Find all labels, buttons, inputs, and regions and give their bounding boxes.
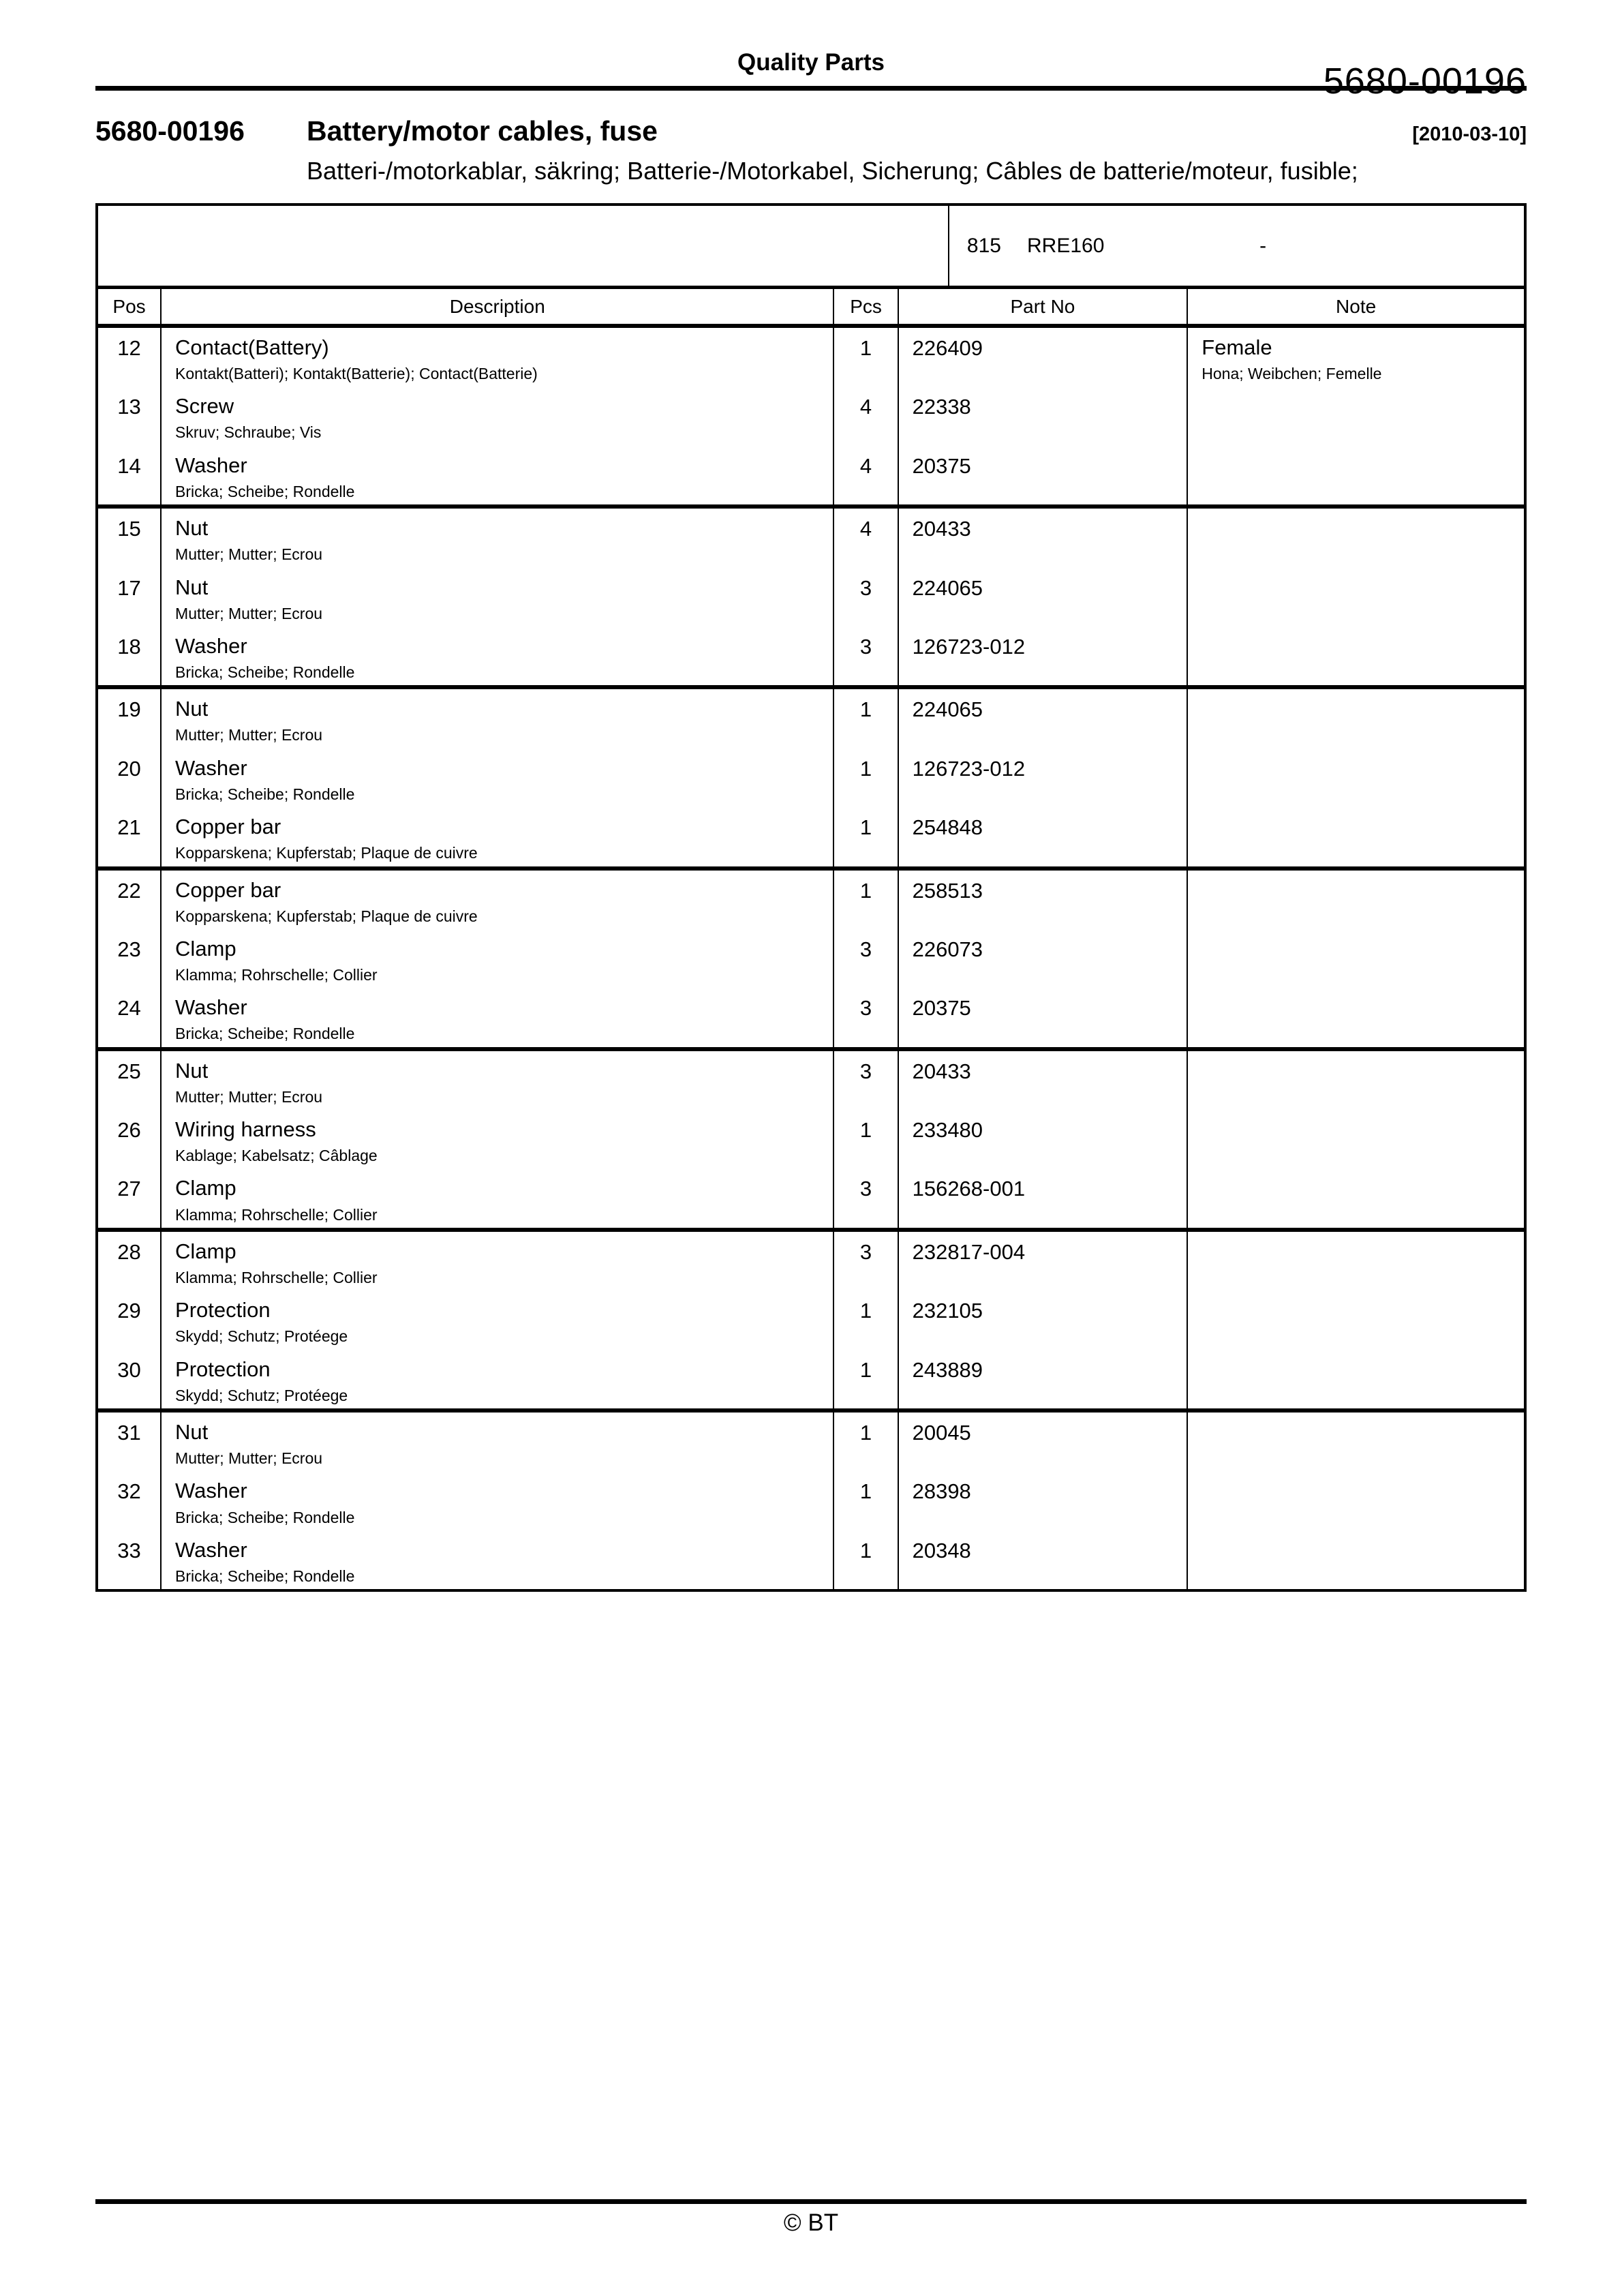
pcs-cell: 4	[833, 387, 898, 445]
pos-cell: 30	[98, 1350, 161, 1410]
pos-cell: 17	[98, 568, 161, 626]
part-row-27	[98, 1168, 1524, 1229]
copyright-text: © BT	[783, 2209, 839, 2236]
page-header	[95, 0, 1527, 102]
description-cell	[161, 749, 833, 807]
description-cell	[161, 807, 833, 868]
description-main: Washer	[175, 995, 247, 1020]
part-no-cell: 22338	[898, 387, 1188, 445]
note-cell	[1187, 1530, 1524, 1589]
note-cell	[1187, 1290, 1524, 1349]
note-cell	[1187, 387, 1524, 445]
description-cell	[161, 507, 833, 567]
pcs-cell: 4	[833, 446, 898, 507]
model-name: RRE160	[1026, 234, 1105, 257]
pos-cell: 27	[98, 1168, 161, 1229]
footer-divider	[95, 2199, 1527, 2204]
pos-cell: 28	[98, 1230, 161, 1290]
pcs-cell: 3	[833, 1168, 898, 1229]
description-cell	[161, 929, 833, 988]
description-main: Nut	[175, 1058, 209, 1083]
description-cell	[161, 568, 833, 626]
note-cell	[1187, 1350, 1524, 1410]
note-cell	[1187, 807, 1524, 868]
part-no-cell: 243889	[898, 1350, 1188, 1410]
part-no-cell: 224065	[898, 687, 1188, 748]
part-no-cell: 224065	[898, 568, 1188, 626]
description-sub: Klamma; Rohrschelle; Collier	[175, 966, 378, 984]
note-cell	[1187, 868, 1524, 929]
description-main: Washer	[175, 633, 247, 658]
part-row-17	[98, 568, 1524, 626]
pcs-cell: 1	[833, 1290, 898, 1349]
description-sub: Klamma; Rohrschelle; Collier	[175, 1205, 378, 1224]
part-no-cell: 20375	[898, 988, 1188, 1048]
part-row-30	[98, 1350, 1524, 1410]
part-row-26	[98, 1110, 1524, 1168]
part-no-cell: 233480	[898, 1110, 1188, 1168]
description-main: Washer	[175, 755, 247, 780]
pcs-cell: 3	[833, 929, 898, 988]
pcs-cell: 1	[833, 687, 898, 748]
description-main: Nut	[175, 575, 209, 599]
description-sub: Bricka; Scheibe; Rondelle	[175, 1025, 355, 1043]
parts-group-2	[98, 507, 1524, 687]
description-main: Copper bar	[175, 815, 281, 839]
pos-cell: 19	[98, 687, 161, 748]
model-header-cell	[949, 206, 1524, 286]
description-sub: Skruv; Schraube; Vis	[175, 423, 322, 442]
parts-group-3	[98, 687, 1524, 868]
page-title: Battery/motor cables, fuse	[307, 115, 658, 147]
header-divider	[95, 86, 1527, 91]
description-sub: Bricka; Scheibe; Rondelle	[175, 1567, 355, 1585]
pcs-cell: 1	[833, 749, 898, 807]
note-cell	[1187, 507, 1524, 567]
description-main: Wiring harness	[175, 1117, 316, 1142]
parts-group-6	[98, 1230, 1524, 1410]
pos-cell: 31	[98, 1410, 161, 1471]
description-sub: Bricka; Scheibe; Rondelle	[175, 482, 355, 500]
part-no-cell: 126723-012	[898, 626, 1188, 687]
pos-cell: 29	[98, 1290, 161, 1349]
header-doc-number: 5680-00196	[1323, 61, 1527, 102]
part-no-cell: 232817-004	[898, 1230, 1188, 1290]
description-cell	[161, 1049, 833, 1110]
description-sub: Skydd; Schutz; Protéege	[175, 1327, 348, 1346]
pos-cell: 26	[98, 1110, 161, 1168]
part-no-cell: 126723-012	[898, 749, 1188, 807]
model-dash: -	[1259, 234, 1267, 257]
part-row-24	[98, 988, 1524, 1048]
description-sub: Bricka; Scheibe; Rondelle	[175, 1508, 355, 1526]
pcs-cell: 1	[833, 1471, 898, 1530]
pos-cell: 13	[98, 387, 161, 445]
part-no-cell: 20375	[898, 446, 1188, 507]
note-cell	[1187, 1410, 1524, 1471]
pos-cell: 20	[98, 749, 161, 807]
note-cell	[1187, 1110, 1524, 1168]
pcs-cell: 1	[833, 807, 898, 868]
pcs-cell: 3	[833, 1049, 898, 1110]
part-row-20	[98, 749, 1524, 807]
part-row-13	[98, 387, 1524, 445]
description-main: Screw	[175, 394, 234, 419]
description-cell	[161, 1230, 833, 1290]
part-row-19	[98, 687, 1524, 748]
note-cell	[1187, 929, 1524, 988]
description-cell	[161, 1410, 833, 1471]
description-main: Washer	[175, 453, 247, 477]
description-cell	[161, 1530, 833, 1589]
description-sub: Kopparskena; Kupferstab; Plaque de cuivre	[175, 907, 478, 925]
part-row-32	[98, 1471, 1524, 1530]
description-main: Copper bar	[175, 877, 281, 902]
note-main: Female	[1202, 335, 1272, 359]
pcs-cell: 4	[833, 507, 898, 567]
title-number: 5680-00196	[95, 115, 245, 147]
part-no-cell: 28398	[898, 1471, 1188, 1530]
pcs-cell: 3	[833, 1230, 898, 1290]
note-cell	[1187, 687, 1524, 748]
description-sub: Kopparskena; Kupferstab; Plaque de cuivre	[175, 844, 478, 862]
pcs-cell: 1	[833, 868, 898, 929]
part-no-cell: 20348	[898, 1530, 1188, 1589]
description-cell	[161, 626, 833, 687]
part-row-29	[98, 1290, 1524, 1349]
description-main: Washer	[175, 1479, 247, 1503]
pcs-cell: 3	[833, 988, 898, 1048]
description-sub: Klamma; Rohrschelle; Collier	[175, 1268, 378, 1286]
note-cell	[1187, 1471, 1524, 1530]
brand-title: Quality Parts	[737, 49, 885, 76]
part-no-cell: 20433	[898, 1049, 1188, 1110]
pcs-cell: 1	[833, 1530, 898, 1589]
note-cell	[1187, 749, 1524, 807]
part-no-cell: 226073	[898, 929, 1188, 988]
page-content	[95, 0, 1527, 1592]
description-sub: Mutter; Mutter; Ecrou	[175, 545, 323, 564]
title-translations: Batteri-/motorkablar, säkring; Batterie-/Motorkabel, Sicherung; Câbles de batterie/moteur, fusible;	[307, 157, 1358, 185]
description-cell	[161, 1290, 833, 1349]
pos-cell: 15	[98, 507, 161, 567]
pcs-cell: 3	[833, 626, 898, 687]
part-row-15	[98, 507, 1524, 567]
note-sub: Hona; Weibchen; Femelle	[1202, 365, 1382, 383]
description-main: Nut	[175, 516, 209, 541]
pos-cell: 32	[98, 1471, 161, 1530]
pos-cell: 25	[98, 1049, 161, 1110]
part-row-12	[98, 326, 1524, 387]
part-no-cell: 258513	[898, 868, 1188, 929]
parts-table	[98, 289, 1524, 1589]
revision-date: [2010-03-10]	[1412, 123, 1527, 145]
note-cell	[1187, 1049, 1524, 1110]
description-sub: Kablage; Kabelsatz; Câblage	[175, 1147, 378, 1165]
description-cell	[161, 326, 833, 387]
description-sub: Kontakt(Batteri); Kontakt(Batterie); Contact(Batterie)	[175, 365, 538, 383]
description-cell	[161, 1168, 833, 1229]
description-sub: Bricka; Scheibe; Rondelle	[175, 785, 355, 803]
note-cell	[1187, 326, 1524, 387]
parts-table-frame	[95, 203, 1527, 1592]
description-sub: Mutter; Mutter; Ecrou	[175, 726, 323, 744]
column-header-pcs: Pcs	[833, 289, 898, 326]
column-header-description: Description	[161, 289, 833, 326]
part-no-cell: 156268-001	[898, 1168, 1188, 1229]
note-cell	[1187, 568, 1524, 626]
parts-group-7	[98, 1410, 1524, 1589]
description-cell	[161, 868, 833, 929]
column-header-note: Note	[1187, 289, 1524, 326]
note-cell	[1187, 626, 1524, 687]
pos-cell: 12	[98, 326, 161, 387]
description-sub: Bricka; Scheibe; Rondelle	[175, 663, 355, 682]
description-sub: Mutter; Mutter; Ecrou	[175, 1449, 323, 1468]
column-header-pos: Pos	[98, 289, 161, 326]
description-main: Nut	[175, 1420, 209, 1445]
pcs-cell: 1	[833, 1110, 898, 1168]
pos-cell: 14	[98, 446, 161, 507]
description-sub: Mutter; Mutter; Ecrou	[175, 604, 323, 622]
description-cell	[161, 988, 833, 1048]
description-cell	[161, 1350, 833, 1410]
part-row-33	[98, 1530, 1524, 1589]
note-cell	[1187, 446, 1524, 507]
page-footer	[95, 2199, 1527, 2237]
pos-cell: 22	[98, 868, 161, 929]
part-row-23	[98, 929, 1524, 988]
pos-cell: 24	[98, 988, 161, 1048]
part-row-14	[98, 446, 1524, 507]
part-no-cell: 226409	[898, 326, 1188, 387]
pos-cell: 18	[98, 626, 161, 687]
part-row-21	[98, 807, 1524, 868]
pcs-cell: 1	[833, 1410, 898, 1471]
parts-group-1	[98, 326, 1524, 507]
part-row-18	[98, 626, 1524, 687]
column-header-row	[98, 289, 1524, 326]
model-code: 815	[966, 234, 1001, 257]
part-row-22	[98, 868, 1524, 929]
pos-cell: 23	[98, 929, 161, 988]
part-no-cell: 20433	[898, 507, 1188, 567]
description-sub: Mutter; Mutter; Ecrou	[175, 1087, 323, 1106]
parts-group-4	[98, 868, 1524, 1049]
description-main: Nut	[175, 697, 209, 721]
document-title-row	[95, 115, 1527, 147]
description-cell	[161, 687, 833, 748]
note-cell	[1187, 1168, 1524, 1229]
description-main: Protection	[175, 1298, 271, 1323]
description-cell	[161, 446, 833, 507]
part-no-cell: 254848	[898, 807, 1188, 868]
description-cell	[161, 387, 833, 445]
part-no-cell: 232105	[898, 1290, 1188, 1349]
column-header-part-no: Part No	[898, 289, 1188, 326]
part-row-25	[98, 1049, 1524, 1110]
description-sub: Skydd; Schutz; Protéege	[175, 1386, 348, 1404]
description-main: Clamp	[175, 1239, 236, 1263]
model-header-row	[98, 206, 1524, 289]
description-main: Clamp	[175, 936, 236, 961]
pcs-cell: 1	[833, 1350, 898, 1410]
pcs-cell: 3	[833, 568, 898, 626]
part-no-cell: 20045	[898, 1410, 1188, 1471]
description-main: Washer	[175, 1537, 247, 1562]
description-cell	[161, 1110, 833, 1168]
note-cell	[1187, 988, 1524, 1048]
part-row-31	[98, 1410, 1524, 1471]
description-main: Clamp	[175, 1176, 236, 1200]
part-row-28	[98, 1230, 1524, 1290]
description-cell	[161, 1471, 833, 1530]
description-main: Protection	[175, 1357, 271, 1381]
note-cell	[1187, 1230, 1524, 1290]
pcs-cell: 1	[833, 326, 898, 387]
pos-cell: 33	[98, 1530, 161, 1589]
parts-group-5	[98, 1049, 1524, 1230]
pos-cell: 21	[98, 807, 161, 868]
description-main: Contact(Battery)	[175, 335, 329, 359]
model-header-empty-cell	[98, 206, 949, 286]
subtitle-row	[307, 157, 1527, 185]
